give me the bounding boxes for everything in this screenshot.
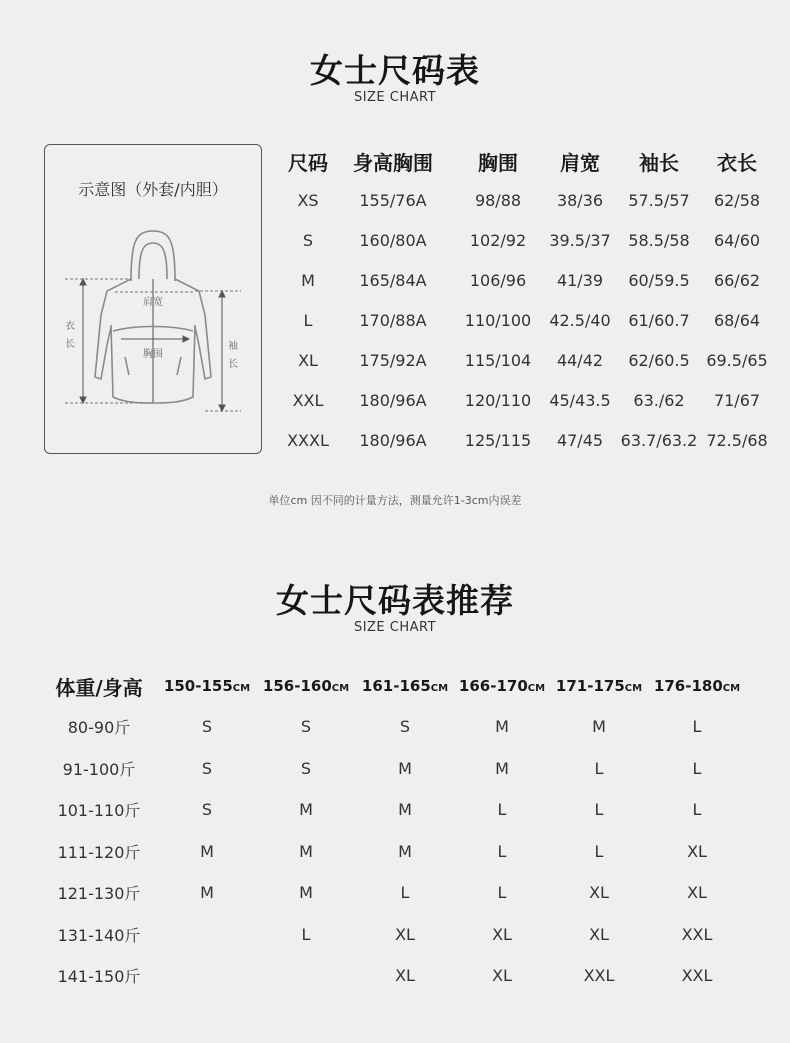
recommend-table: [40, 666, 746, 997]
height-range: 156-160: [262, 677, 332, 695]
table-row: [40, 872, 746, 914]
size-cell: S: [300, 758, 312, 778]
table-cell: 160/80A: [359, 230, 427, 250]
table-row: [40, 831, 746, 873]
unit-label: CM: [722, 683, 741, 694]
height-chest-header: 身高胸围: [353, 150, 433, 175]
jacket-outline-icon: [95, 231, 211, 403]
table-cell: 102/92: [469, 230, 527, 250]
table-cell: XL: [298, 350, 318, 370]
height-header: [550, 666, 648, 706]
table-cell: 62/58: [713, 190, 761, 210]
height-range: 166-170: [458, 677, 528, 695]
table-row: [40, 706, 746, 748]
size-cell: XL: [687, 841, 707, 861]
table-row: [282, 380, 772, 420]
size-cell: XXL: [681, 966, 713, 986]
size-cell: L: [497, 883, 507, 903]
recommend-subtitle: SIZE CHART: [353, 620, 437, 635]
table-cell: 71/67: [713, 390, 761, 410]
size-cell: M: [398, 841, 412, 861]
size-cell: XL: [395, 924, 415, 944]
table-cell: XXXL: [287, 430, 329, 450]
shoulder-header: 肩宽: [560, 150, 600, 175]
unit-label: CM: [430, 683, 449, 694]
table-row: [282, 260, 772, 300]
table-row: [282, 220, 772, 260]
size-cell: S: [399, 717, 411, 737]
table-cell: 155/76A: [359, 190, 427, 210]
size-cell: XXL: [583, 966, 615, 986]
unit-label: CM: [527, 683, 546, 694]
size-cell: L: [497, 800, 507, 820]
table-cell: 180/96A: [359, 430, 427, 450]
size-cell: L: [301, 924, 311, 944]
table-row: [40, 748, 746, 790]
height-header: [454, 666, 550, 706]
sleeve-label-2: 长: [228, 359, 238, 370]
size-cell: XL: [589, 883, 609, 903]
size-cell: XL: [395, 966, 415, 986]
sleeve-header: 袖长: [639, 150, 679, 175]
table-cell: XXL: [292, 390, 324, 410]
size-cell: S: [201, 800, 213, 820]
size-cell: M: [200, 841, 214, 861]
size-cell: XXL: [681, 924, 713, 944]
length-header: 衣长: [717, 150, 757, 175]
table-cell: 62/60.5: [628, 350, 690, 370]
size-header: 尺码: [288, 150, 328, 175]
table-cell: 165/84A: [359, 270, 427, 290]
size-cell: M: [495, 717, 509, 737]
length-label-2: 长: [65, 339, 75, 350]
weight-cell: 121-130斤: [57, 884, 141, 904]
table-row: [40, 789, 746, 831]
size-cell: XL: [687, 883, 707, 903]
table-cell: 38/36: [556, 190, 604, 210]
weight-cell: 101-110斤: [57, 801, 141, 821]
recommend-table-header: [40, 666, 746, 706]
unit-label: CM: [624, 683, 643, 694]
table-cell: 72.5/68: [706, 430, 768, 450]
weight-cell: 111-120斤: [57, 842, 141, 862]
size-cell: M: [398, 758, 412, 778]
unit-label: CM: [331, 683, 350, 694]
size-cell: XL: [589, 924, 609, 944]
size-cell: M: [299, 800, 313, 820]
size-cell: M: [398, 800, 412, 820]
table-row: [282, 340, 772, 380]
size-cell: M: [299, 883, 313, 903]
size-cell: [256, 955, 356, 997]
length-label-1: 衣: [65, 321, 75, 332]
size-cell: XL: [492, 924, 512, 944]
table-cell: 175/92A: [359, 350, 427, 370]
jacket-diagram-panel: [44, 144, 262, 454]
size-cell: S: [300, 717, 312, 737]
height-range: 171-175: [555, 677, 625, 695]
size-cell: L: [400, 883, 410, 903]
size-cell: L: [594, 758, 604, 778]
diagram-caption: 示意图（外套/内胆）: [78, 180, 228, 199]
size-cell: M: [592, 717, 606, 737]
size-cell: XL: [492, 966, 512, 986]
table-cell: 63.7/63.2: [620, 430, 698, 450]
table-row: [282, 180, 772, 220]
table-cell: 66/62: [713, 270, 761, 290]
table-row: [40, 955, 746, 997]
table-cell: 110/100: [464, 310, 532, 330]
table-cell: 98/88: [474, 190, 522, 210]
recommend-title: 女士尺码表推荐: [276, 581, 514, 620]
table-cell: 41/39: [556, 270, 604, 290]
height-header: [158, 666, 256, 706]
table-cell: 64/60: [713, 230, 761, 250]
sleeve-label-1: 袖: [228, 341, 238, 352]
size-cell: S: [201, 717, 213, 737]
size-cell: [158, 914, 256, 956]
size-cell: L: [692, 717, 702, 737]
table-cell: 120/110: [464, 390, 532, 410]
weight-cell: 131-140斤: [57, 925, 141, 945]
size-chart-subtitle: SIZE CHART: [353, 90, 437, 105]
table-cell: 45/43.5: [549, 390, 611, 410]
size-cell: L: [594, 800, 604, 820]
table-cell: 125/115: [464, 430, 532, 450]
table-cell: 69.5/65: [706, 350, 768, 370]
table-cell: M: [301, 270, 315, 290]
table-cell: 115/104: [464, 350, 532, 370]
table-cell: 58.5/58: [628, 230, 690, 250]
chest-label: 胸围: [143, 349, 163, 360]
table-cell: 57.5/57: [628, 190, 690, 210]
size-cell: L: [594, 841, 604, 861]
height-header: [648, 666, 746, 706]
table-row: [282, 300, 772, 340]
table-cell: 60/59.5: [628, 270, 690, 290]
table-cell: 44/42: [556, 350, 604, 370]
weight-cell: 141-150斤: [57, 967, 141, 987]
weight-cell: 80-90斤: [67, 718, 131, 738]
table-cell: 180/96A: [359, 390, 427, 410]
table-cell: XS: [297, 190, 319, 210]
table-cell: 61/60.7: [628, 310, 690, 330]
height-header: [256, 666, 356, 706]
size-cell: M: [495, 758, 509, 778]
chest-header: 胸围: [478, 150, 518, 175]
table-cell: 170/88A: [359, 310, 427, 330]
height-header: [356, 666, 454, 706]
table-cell: 68/64: [713, 310, 761, 330]
table-row: [282, 420, 772, 460]
size-chart-title: 女士尺码表: [310, 51, 480, 90]
weight-height-corner: 体重/身高: [55, 675, 143, 700]
shoulder-label: 肩宽: [143, 297, 163, 308]
measurement-note: 单位cm 因不同的计量方法，测量允许1-3cm内误差: [268, 494, 522, 507]
table-row: [40, 914, 746, 956]
size-cell: L: [692, 758, 702, 778]
jacket-diagram: [45, 145, 263, 455]
size-cell: L: [692, 800, 702, 820]
table-cell: L: [303, 310, 313, 330]
size-cell: M: [200, 883, 214, 903]
table-cell: S: [302, 230, 314, 250]
height-range: 176-180: [653, 677, 723, 695]
table-cell: 39.5/37: [549, 230, 611, 250]
height-range: 161-165: [361, 677, 431, 695]
table-cell: 42.5/40: [549, 310, 611, 330]
size-cell: M: [299, 841, 313, 861]
table-cell: 63./62: [633, 390, 685, 410]
unit-label: CM: [232, 683, 251, 694]
size-table-header: [282, 142, 772, 180]
size-cell: [158, 955, 256, 997]
table-cell: 106/96: [469, 270, 527, 290]
table-cell: 47/45: [556, 430, 604, 450]
size-cell: S: [201, 758, 213, 778]
height-range: 150-155: [163, 677, 233, 695]
weight-cell: 91-100斤: [62, 759, 136, 779]
size-cell: L: [497, 841, 507, 861]
size-table: [282, 142, 772, 460]
